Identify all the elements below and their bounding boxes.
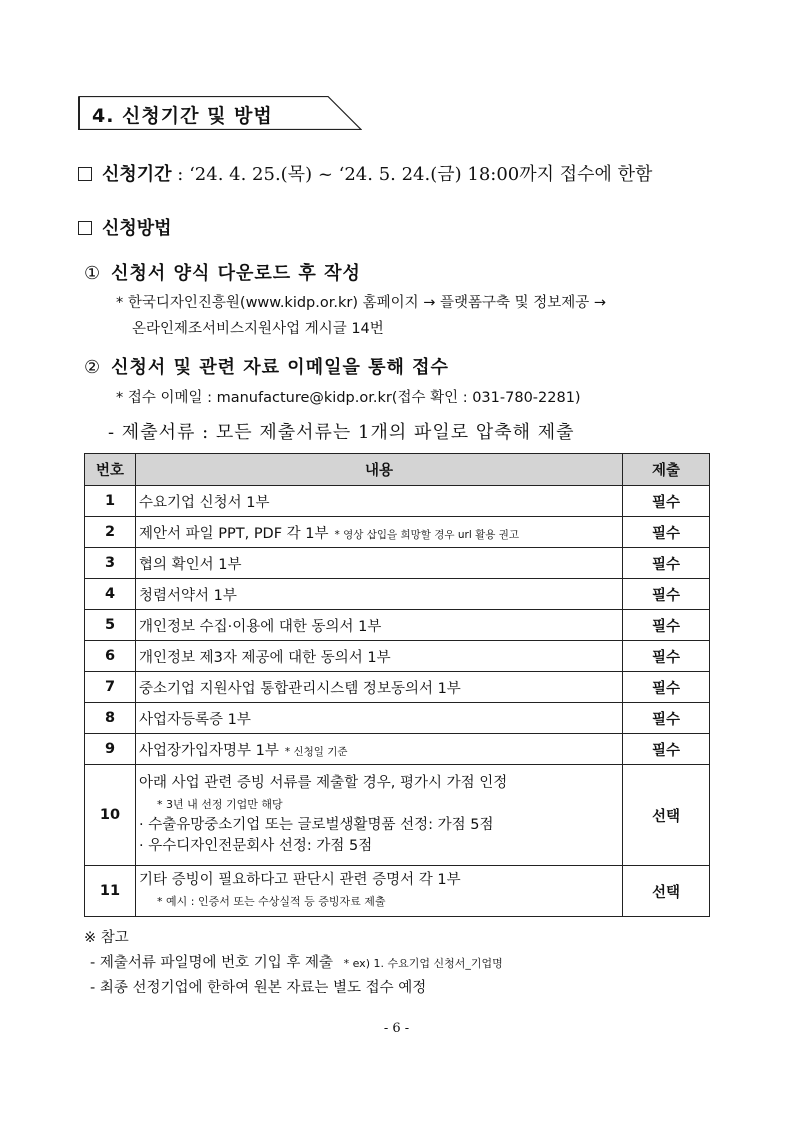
row10-note: * 3년 내 선정 기업만 해당 [157, 798, 283, 811]
section-header [78, 96, 362, 130]
row-req: 필수 [623, 610, 710, 641]
notes-title: ※ 참고 [84, 930, 129, 946]
row-content [136, 548, 623, 579]
row-text: 사업자등록증 1부 [139, 711, 251, 728]
row-content [136, 517, 623, 548]
row-content [136, 610, 623, 641]
reference-notes [84, 926, 503, 1001]
header-content: 내용 [136, 454, 623, 486]
row-req: 필수 [623, 672, 710, 703]
row-text: 청렴서약서 1부 [139, 587, 237, 604]
table-header-row [85, 454, 710, 486]
row-req: 필수 [623, 703, 710, 734]
table-row [85, 579, 710, 610]
row-note: * 영상 삽입을 희망할 경우 url 활용 권고 [334, 528, 520, 541]
table-row [85, 641, 710, 672]
row-content [136, 734, 623, 765]
notes-line-1-note: * ex) 1. 수요기업 신청서_기업명 [343, 957, 503, 970]
row-req: 필수 [623, 641, 710, 672]
header-no: 번호 [85, 454, 136, 486]
application-period [78, 160, 652, 186]
step-2-number: ② [84, 357, 102, 378]
row-content [136, 866, 623, 917]
row-no: 1 [85, 486, 136, 517]
table-row [85, 703, 710, 734]
row-content [136, 641, 623, 672]
checkbox-square-icon [78, 167, 92, 181]
header-req: 제출 [623, 454, 710, 486]
submission-docs-title: - 제출서류 : 모든 제출서류는 1개의 파일로 압축해 제출 [108, 422, 575, 443]
row-req: 필수 [623, 548, 710, 579]
row-req: 선택 [623, 765, 710, 866]
row11-note: * 예시 : 인증서 또는 수상실적 등 증빙자료 제출 [157, 895, 386, 908]
table-row [85, 548, 710, 579]
table-row [85, 486, 710, 517]
row-req: 필수 [623, 486, 710, 517]
row-req: 필수 [623, 579, 710, 610]
row-req: 필수 [623, 517, 710, 548]
row-text: 개인정보 수집·이용에 대한 동의서 1부 [139, 618, 382, 635]
step-1-detail-2: 온라인제조서비스지원사업 게시글 14번 [132, 321, 384, 337]
step-1-detail-1: * 한국디자인진흥원(www.kidp.or.kr) 홈페이지 → 플랫폼구축 및 정보제공 → [116, 295, 607, 311]
row-content [136, 579, 623, 610]
table-row [85, 517, 710, 548]
notes-line-1-text: - 제출서류 파일명에 번호 기입 후 제출 [90, 955, 333, 971]
checkbox-square-icon [78, 221, 92, 235]
step-2 [84, 353, 449, 379]
row-no: 10 [85, 765, 136, 866]
row-text: 중소기업 지원사업 통합관리시스템 정보동의서 1부 [139, 680, 461, 697]
step-2-detail-1: * 접수 이메일 : manufacture@kidp.or.kr(접수 확인 : 031-780-2281) [116, 390, 581, 406]
step-2-title: 신청서 및 관련 자료 이메일을 통해 접수 [111, 357, 449, 378]
row-no: 8 [85, 703, 136, 734]
row-no: 5 [85, 610, 136, 641]
row11-line1: 기타 증빙이 필요하다고 판단시 관련 증명서 각 1부 [139, 872, 461, 888]
table-row [85, 734, 710, 765]
row-content [136, 703, 623, 734]
row-content [136, 672, 623, 703]
row-no: 11 [85, 866, 136, 917]
period-label: 신청기간 [102, 164, 172, 185]
row-no: 7 [85, 672, 136, 703]
row-no: 3 [85, 548, 136, 579]
row-text: 개인정보 제3자 제공에 대한 동의서 1부 [139, 649, 391, 666]
notes-line-1 [84, 951, 503, 976]
row-req: 선택 [623, 866, 710, 917]
application-method [78, 214, 172, 240]
table-row [85, 672, 710, 703]
row-text: 수요기업 신청서 1부 [139, 494, 270, 511]
row-req: 필수 [623, 734, 710, 765]
row-content [136, 486, 623, 517]
row-no: 9 [85, 734, 136, 765]
row10-line3: · 우수디자인전문회사 선정: 가점 5점 [139, 838, 373, 854]
row10-line2: · 수출유망중소기업 또는 글로벌생활명품 선정: 가점 5점 [139, 817, 494, 833]
submission-docs-table [84, 453, 710, 917]
row-no: 6 [85, 641, 136, 672]
row-content [136, 765, 623, 866]
step-1-number: ① [84, 263, 102, 284]
row-text: 사업장가입자명부 1부 [139, 742, 279, 759]
method-label: 신청방법 [102, 218, 172, 239]
period-text: : ‘24. 4. 25.(목) ~ ‘24. 5. 24.(금) 18:00까지 접수에 한함 [171, 164, 653, 185]
row-text: 제안서 파일 PPT, PDF 각 1부 [139, 525, 329, 542]
section-title: 4. 신청기간 및 방법 [92, 105, 273, 127]
step-1 [84, 259, 361, 285]
row-no: 4 [85, 579, 136, 610]
row10-line1: 아래 사업 관련 증빙 서류를 제출할 경우, 평가시 가점 인정 [139, 775, 508, 791]
table-row [85, 866, 710, 917]
step-1-title: 신청서 양식 다운로드 후 작성 [111, 263, 361, 284]
row-no: 2 [85, 517, 136, 548]
page-number: - 6 - [383, 1021, 410, 1036]
row-note: * 신청일 기준 [284, 745, 348, 758]
row-text: 협의 확인서 1부 [139, 556, 242, 573]
table-row [85, 610, 710, 641]
notes-line-2: - 최종 선정기업에 한하여 원본 자료는 별도 접수 예정 [90, 980, 427, 996]
table-row [85, 765, 710, 866]
